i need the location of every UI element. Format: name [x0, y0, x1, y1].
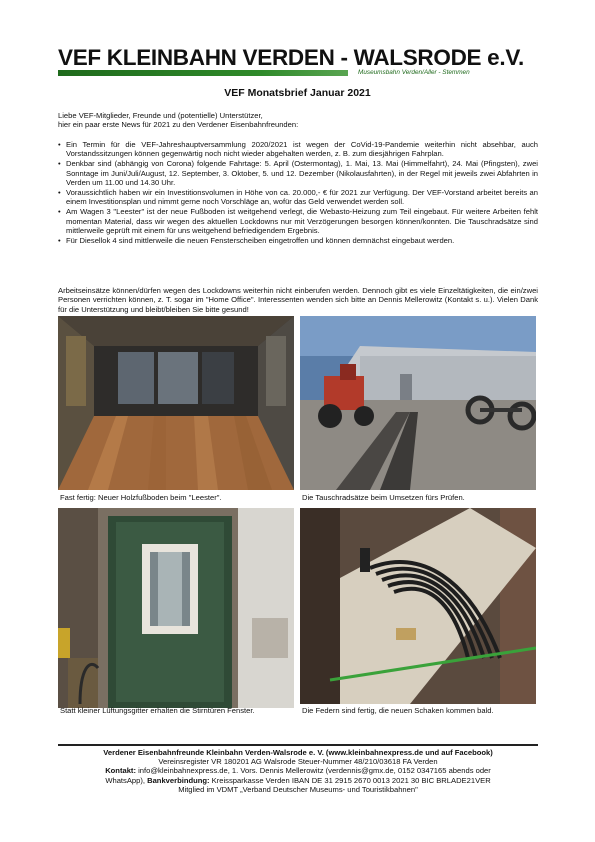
news-item: • Ein Termin für die VEF-Jahreshauptversammlung 2020/2021 ist wegen der CoVid-19-Pandemie weiterhin nicht absehbar, auch Vorstandssitzungen können gegenwärtig noch nicht wieder abgehalten werden, z. B. zum diesjährigen Fahrplan. — [58, 140, 538, 159]
intro-text — [58, 111, 538, 130]
footer-divider — [58, 744, 538, 746]
footer — [58, 748, 538, 794]
page-title: VEF Monatsbrief Januar 2021 — [224, 87, 371, 99]
news-item: • Denkbar sind (abhängig von Corona) folgende Fahrtage: 5. April (Ostermontag), 1. Mai, 13. Mai (Himmelfahrt), 24. Mai (Pfingsten), zwei Sonntage im Juni/Juli/August, 12. September, 3. Oktober, 5. und 12. Dezember (Nikolausfahrten), in der Regel mit jeweils zwei Abfahrten in Verden um 11.00 und 14.30 Uhr. — [58, 159, 538, 187]
photo-leaf-springs — [300, 508, 536, 704]
photo-caption-1: Fast fertig: Neuer Holzfußboden beim "Leester". — [60, 493, 222, 502]
photo-caption-2: Die Tauschradsätze beim Umsetzen fürs Prüfen. — [302, 493, 465, 502]
footer-bank-start: WhatsApp), — [105, 775, 148, 785]
photo-wheelsets — [300, 316, 536, 490]
footer-register-line: Vereinsregister VR 180201 AG Walsrode Steuer-Nummer 48/210/03618 FA Verden — [158, 757, 438, 767]
news-list — [58, 140, 538, 246]
footer-contact-text: info@kleinbahnexpress.de, 1. Vors. Dennis Mellerowitz (verdennis@gmx.de, 0152 0347165 abends oder — [135, 766, 491, 776]
news-item: • Am Wagen 3 "Leester" ist der neue Fußboden ist weitgehend verlegt, die Webasto-Heizung zum Teil eingebaut. Für weitere Arbeiten fehlt momentan Material, dass wir wegen des aktuellen Lockdowns nur mit Verzögerungen besorgen können/konnten. Die Tauschradsätze sind mittlerweile geprüft mit einem für uns weitgehend befriedigendem Ergebnis. — [58, 207, 538, 235]
outro-text: Arbeitseinsätze können/dürfen wegen des Lockdowns weiterhin nicht einberufen werden. Dennoch gibt es viele Einzeltätigkeiten, die ein/zwei Personen verrichten können, z. T. sogar im "Home Office". Interessenten wenden sich bitte an Dennis Mellerowitz (Kontakt s. u.). Vielen Dank für die Unterstützung und bleibt/bleiben Sie bitte gesund! — [58, 286, 538, 314]
masthead-logo: VEF KLEINBAHN VERDEN - WALSRODE e.V. — [58, 45, 524, 70]
museum-subtitle: Museumsbahn Verden/Aller - Stemmen — [358, 69, 470, 76]
photo-caption-3: Statt kleiner Lüftungsgitter erhalten die Stirntüren Fenster. — [60, 706, 255, 715]
footer-bank-line — [58, 776, 538, 785]
news-item: • Für Diesellok 4 sind mittlerweile die neuen Fensterscheiben eingetroffen und können demnächst eingebaut werden. — [58, 236, 538, 245]
footer-contact-label: Kontakt: — [105, 766, 136, 776]
news-item: • Voraussichtlich haben wir ein Investitionsvolumen in Höhe von ca. 20.000,- € für 2021 zur Verfügung. Der VEF-Vorstand arbeitet bereits an einem Investitionsplan und nimmt gerne noch Vorschläge an, wofür das Geld verwendet werden soll. — [58, 188, 538, 207]
footer-org-line: Verdener Eisenbahnfreunde Kleinbahn Verden-Walsrode e. V. (www.kleinbahnexpress.de und auf Facebook) — [103, 748, 493, 757]
intro-line-2: hier ein paar erste News für 2021 zu den Verdener Eisenbahnfreunden: — [58, 120, 299, 130]
footer-membership-line: Mitglied im VDMT „Verband Deutscher Museums- und Touristikbahnen" — [178, 784, 418, 794]
photo-wagon-floor — [58, 316, 294, 490]
footer-bank-label: Bankverbindung: — [147, 775, 210, 785]
photo-caption-4: Die Federn sind fertig, die neuen Schaken kommen bald. — [302, 706, 494, 715]
intro-line-1: Liebe VEF-Mitglieder, Freunde und (potentielle) Unterstützer, — [58, 111, 263, 120]
photo-door-window — [58, 508, 294, 708]
footer-contact-line — [58, 766, 538, 775]
masthead-accent-bar — [58, 70, 348, 76]
footer-bank-text: Kreissparkasse Verden IBAN DE 31 2915 2670 0013 2021 30 BIC BRLADE21VER — [209, 775, 491, 785]
